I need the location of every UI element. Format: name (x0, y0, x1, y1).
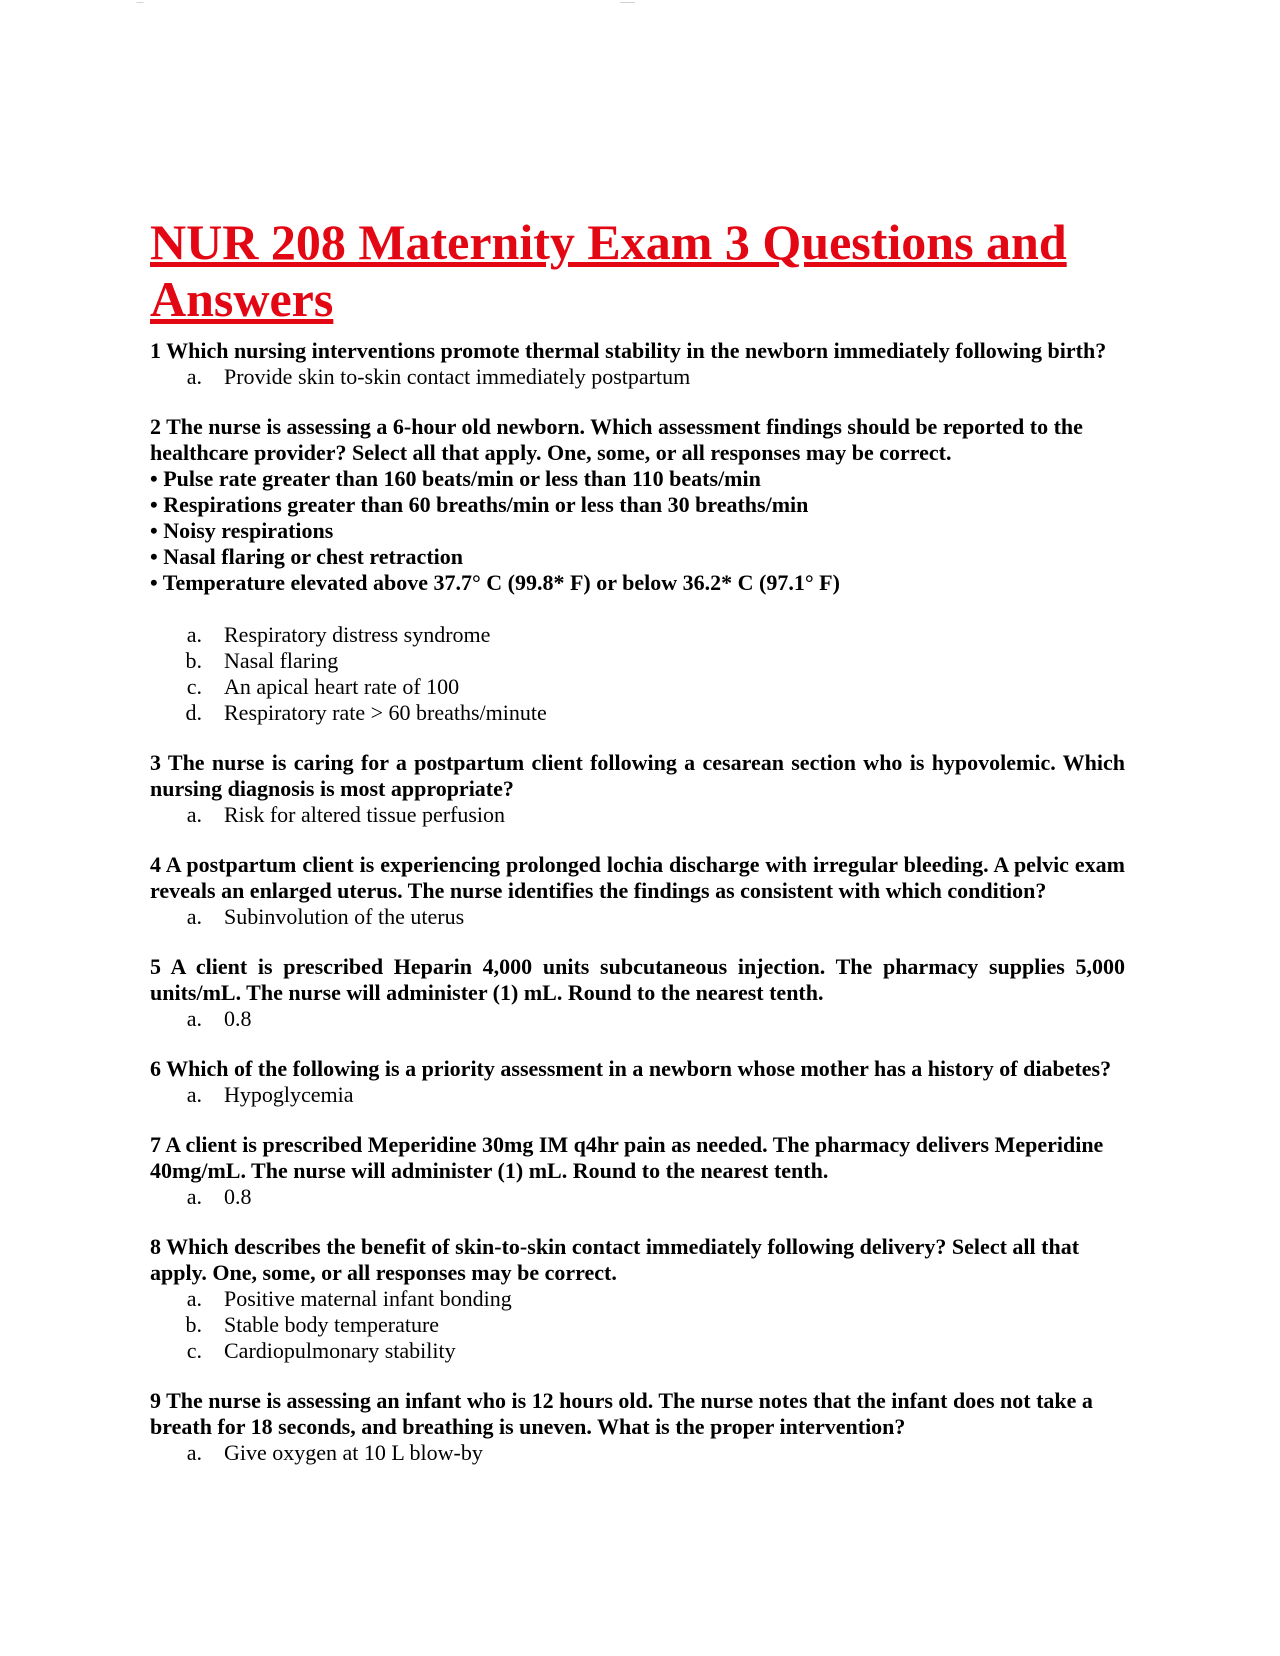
question-5: 5 A client is prescribed Heparin 4,000 units subcutaneous injection. The pharmacy supplies 5,000 units/mL. The nurse will administer (1) mL. Round to the nearest tenth. (150, 954, 1125, 1005)
bullet-item: • Pulse rate greater than 160 beats/min or less than 110 beats/min (150, 466, 761, 491)
answer-item: a. Subinvolution of the uterus (186, 904, 465, 929)
question-7: 7 A client is prescribed Meperidine 30mg IM q4hr pain as needed. The pharmacy delivers Meperidine 40mg/mL. The nurse will administer (1) mL. Round to the nearest tenth. (150, 1132, 1104, 1183)
answers-9 (150, 1440, 1125, 1466)
answers-6 (150, 1082, 1125, 1108)
bullet-item: • Respirations greater than 60 breaths/min or less than 30 breaths/min (150, 492, 809, 517)
answer-item: a. Risk for altered tissue perfusion (186, 802, 506, 827)
bullet-item: • Noisy respirations (150, 518, 334, 543)
answers-1 (150, 364, 1125, 390)
question-8: 8 Which describes the benefit of skin-to-skin contact immediately following delivery? Select all that apply. One, some, or all responses may be correct. (150, 1234, 1080, 1285)
question-6: 6 Which of the following is a priority assessment in a newborn whose mother has a history of diabetes? (150, 1056, 1112, 1081)
answer-item: a. Hypoglycemia (186, 1082, 354, 1107)
question-2: 2 The nurse is assessing a 6-hour old newborn. Which assessment findings should be reported to the healthcare provider? Select all that apply. One, some, or all responses may be correct. (150, 414, 1083, 465)
answer-item: a. 0.8 (186, 1006, 252, 1031)
answer-item: a. Positive maternal infant bonding (186, 1286, 512, 1311)
answers-5 (150, 1006, 1125, 1032)
answer-item: a. Give oxygen at 10 L blow-by (186, 1440, 483, 1465)
answer-item: d. Respiratory rate > 60 breaths/minute (185, 700, 547, 725)
answer-item: b. Stable body temperature (185, 1312, 440, 1337)
question-9: 9 The nurse is assessing an infant who is 12 hours old. The nurse notes that the infant does not take a breath for 18 seconds, and breathing is uneven. What is the proper intervention? (150, 1388, 1093, 1439)
answer-item: c. An apical heart rate of 100 (186, 674, 460, 699)
answers-3 (150, 802, 1125, 828)
bullet-item: • Temperature elevated above 37.7° C (99.8* F) or below 36.2* C (97.1° F) (150, 570, 840, 595)
answers-2 (150, 622, 1125, 726)
header-mark-left: ·—· (136, 0, 145, 6)
answers-8 (150, 1286, 1125, 1364)
question-4: 4 A postpartum client is experiencing prolonged lochia discharge with irregular bleeding. A pelvic exam reveals an enlarged uterus. The nurse identifies the findings as consistent with which condition? (150, 852, 1125, 903)
bullet-item: • Nasal flaring or chest retraction (150, 544, 463, 569)
document-title: NUR 208 Maternity Exam 3 Questions and Answers (150, 214, 1067, 327)
answers-7 (150, 1184, 1125, 1210)
question-3: 3 The nurse is caring for a postpartum client following a cesarean section who is hypovolemic. Which nursing diagnosis is most appropriate? (150, 750, 1125, 801)
question-1: 1 Which nursing interventions promote thermal stability in the newborn immediately following birth? (150, 338, 1107, 363)
header-mark-center: ——— (620, 0, 635, 6)
answer-item: a. 0.8 (186, 1184, 252, 1209)
answer-item: a. Respiratory distress syndrome (186, 622, 491, 647)
answer-item: a. Provide skin to-skin contact immediately postpartum (186, 364, 691, 389)
answer-item: b. Nasal flaring (185, 648, 339, 673)
answers-4 (150, 904, 1125, 930)
document-page (150, 214, 1125, 1466)
bullets-2 (150, 466, 1125, 596)
answer-item: c. Cardiopulmonary stability (186, 1338, 456, 1363)
